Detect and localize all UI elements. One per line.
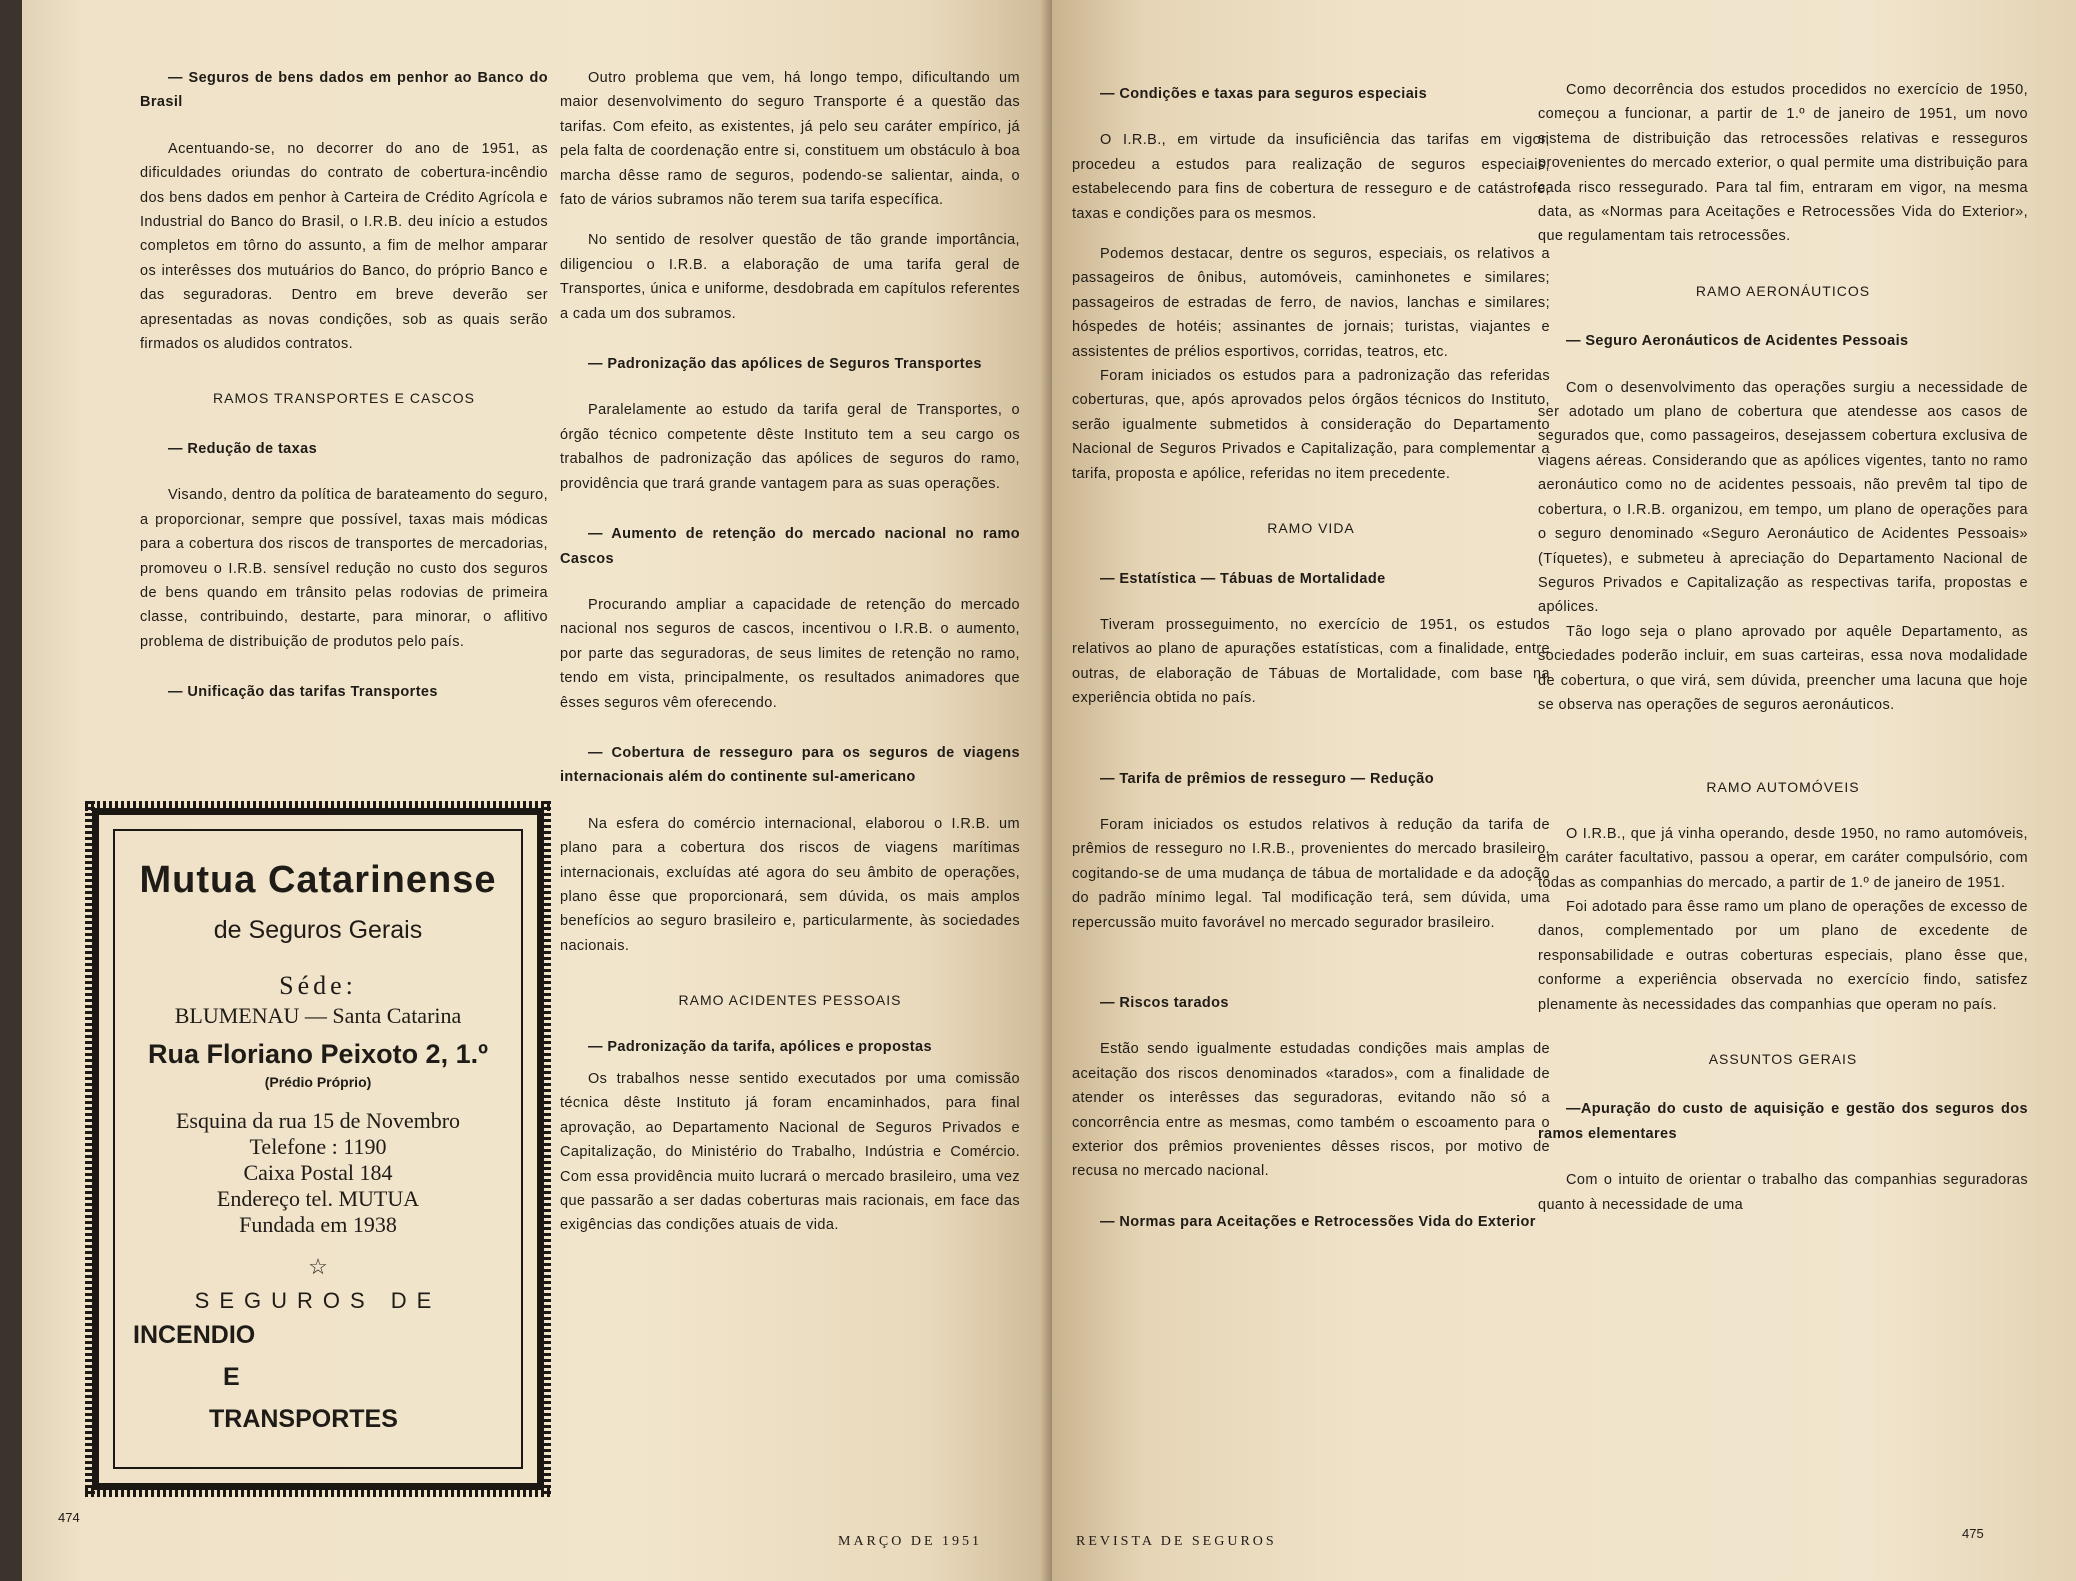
section-ramos-transportes: RAMOS TRANSPORTES E CASCOS xyxy=(213,390,475,407)
section-ramo-vida: RAMO VIDA xyxy=(1267,520,1355,537)
footer-date: MARÇO DE 1951 xyxy=(838,1534,983,1549)
footer-magazine-title: REVISTA DE SEGUROS xyxy=(1076,1534,1277,1549)
paragraph: Como decorrência dos estudos procedidos no exercício de 1950, começou a funcionar, a partir de 1.º de janeiro de 1951, um novo sistema de distribuição das retrocessões relativas e resseguros provenientes do mercado exterior, o qual permite uma distribuição para cada risco ressegurado. Para tal fim, entraram em vigor, na mesma data, as «Normas para Aceitações e Retrocessões Vida do Exterior», que regulamentam tais retrocessões. xyxy=(1538,82,2028,245)
ad-border-left xyxy=(85,801,95,1497)
ad-sede: Séde: xyxy=(279,971,357,1000)
ad-phone: Telefone : 1190 xyxy=(249,1134,387,1159)
heading-seguros-penhor: — Seguros de bens dados em penhor ao Banco do Brasil xyxy=(140,70,548,111)
left-page-column-2 xyxy=(560,66,1020,1238)
page-number-left: 474 xyxy=(58,1510,80,1525)
ad-street: Rua Floriano Peixoto 2, 1.º xyxy=(148,1039,488,1069)
star-icon: ☆ xyxy=(308,1254,328,1279)
paragraph: O I.R.B., que já vinha operando, desde 1950, no ramo automóveis, em caráter facultativo, passou a operar, em caráter compulsório, com tôdas as companhias do mercado, a partir de 1.º de janeiro de 1951. xyxy=(1538,825,2028,891)
ad-e: E xyxy=(223,1363,240,1391)
advertisement-box xyxy=(92,808,544,1490)
paragraph: Outro problema que vem, há longo tempo, dificultando um maior desenvolvimento do seguro Transporte é a questão das tarifas. Com efeito, as existentes, já pelo seu caráter empírico, já pela falta de coordenação entre si, constituem um obstáculo à boa marcha dêsse ramo de seguros, podendo-se salientar, ainda, o fato de vários subramos não terem sua tarifa específica. xyxy=(560,70,1020,209)
paragraph: No sentido de resolver questão de tão grande importância, diligenciou o I.R.B. a elaboração de uma tarifa geral de Transportes, única e uniforme, desdobrada em capítulos referentes a cada um dos subramos. xyxy=(560,232,1020,322)
paragraph: Procurando ampliar a capacidade de retenção do mercado nacional nos seguros de cascos, incentivou o I.R.B. o aumento, por parte das seguradoras, de seus limites de retenção no ramo, tendo em vista, principalmente, os resultados animadores que êsses seguros vêm oferecendo. xyxy=(560,596,1020,711)
ad-predio: (Prédio Próprio) xyxy=(264,1074,372,1090)
heading-seguro-aeronauticos: — Seguro Aeronáuticos de Acidentes Pessoais xyxy=(1566,333,1909,350)
heading-condicoes-taxas: — Condições e taxas para seguros especiais xyxy=(1100,86,1428,102)
right-page xyxy=(1052,0,2076,1581)
paragraph: Tão logo seja o plano aprovado por aquêle Departamento, as sociedades poderão incluir, em suas carteiras, essa nova modalidade de cobertura, o que virá, sem dúvida, preencher uma lacuna que hoje se observa nas operações de seguros aeronáuticos. xyxy=(1538,623,2028,713)
heading-estatistica: — Estatística — Tábuas de Mortalidade xyxy=(1100,570,1386,587)
heading-normas-aceitacoes: — Normas para Aceitações e Retrocessões Vida do Exterior xyxy=(1100,1213,1536,1230)
ad-company-subname: de Seguros Gerais xyxy=(213,916,423,944)
paragraph: Estão sendo igualmente estudadas condições mais amplas de aceitação dos riscos denominados «tarados», com a finalidade de atender os interêsses das seguradoras, evitando não só a concorrência entre as mesmas, como também o escoamento para o exterior dos prêmios provenientes dêsses riscos, por motivo de recusa no mercado nacional. xyxy=(1072,1041,1550,1180)
paragraph: Acentuando-se, no decorrer do ano de 1951, as dificuldades oriundas do contrato de cobertura-incêndio dos bens dados em penhor à Carteira de Crédito Agrícola e Industrial do Banco do Brasil, o I.R.B. deu início a estudos completos em tôrno do assunto, a fim de melhor amparar os interêsses dos mutuários do Banco, do próprio Banco e das seguradoras. Dentro em breve deverão ser apresentadas as novas condições, sob as quais serão firmados os aludidos contratos. xyxy=(140,140,548,353)
paragraph: Na esfera do comércio internacional, elaborou o I.R.B. um plano para a cobertura dos riscos de viagens marítimas internacionais, excluídas até agora do seu âmbito de operações, plano êsse que proporcionará, sem dúvida, os mais amplos benefícios ao seguro brasileiro e, particularmente, às sociedades nacionais. xyxy=(560,815,1020,954)
paragraph: Visando, dentro da política de barateamento do seguro, a proporcionar, sempre que possível, taxas mais módicas para a cobertura dos riscos de transportes de mercadorias, promoveu o I.R.B. sensível redução no custo dos seguros de bens quando em trânsito pelas rodovias de primeira classe, contribuindo, destarte, para minorar, o aflitivo problema de distribuição de produtos pelo país. xyxy=(140,487,548,650)
ad-border-right xyxy=(541,801,551,1497)
heading-apuracao-custo: —Apuração do custo de aquisição e gestão dos seguros dos ramos elementares xyxy=(1538,1101,2028,1142)
ad-founded: Fundada em 1938 xyxy=(239,1212,397,1237)
heading-padronizacao-apolices: — Padronização das apólices de Seguros Transportes xyxy=(588,356,982,373)
heading-riscos-tarados: — Riscos tarados xyxy=(1100,994,1229,1011)
ad-city: BLUMENAU — Santa Catarina xyxy=(174,1003,462,1028)
ad-transportes: TRANSPORTES xyxy=(209,1405,398,1433)
paragraph: Foram iniciados os estudos relativos à redução da tarifa de prêmios de resseguro no I.R.B., provenientes do mercado brasileiro, cogitando-se de uma mudança de tábua de mortalidade e da adoção do padrão mínimo legal. Tal modificação terá, sem dúvida, uma repercussão muito favorável no mercado segurador brasileiro. xyxy=(1072,816,1550,931)
heading-tarifa-premios: — Tarifa de prêmios de resseguro — Redução xyxy=(1100,770,1435,787)
section-assuntos-gerais: ASSUNTOS GERAIS xyxy=(1708,1051,1858,1067)
left-page xyxy=(22,0,1052,1581)
heading-padronizacao-tarifa: — Padronização da tarifa, apólices e propostas xyxy=(588,1038,932,1055)
heading-reducao-taxas: — Redução de taxas xyxy=(168,440,318,457)
paragraph: Com o desenvolvimento das operações surgiu a necessidade de ser adotado um plano de cobertura que atendesse aos casos de segurados que, como passageiros, desejassem cobertura exclusiva de viagens aéreas. Considerando que as apólices vigentes, tanto no ramo aeronáutico como no de acidentes pessoais, não prevêm tal tipo de cobertura, o I.R.B. organizou, em tempo, um plano de operações para o seguro denominado «Seguro Aeronáutico de Acidentes Pessoais» (Tíquetes), e submeteu à apreciação do Departamento Nacional de Seguros Privados e Capitalização as respectivas tarifa, propostas e apólices. xyxy=(1538,379,2028,616)
paragraph: Tiveram prosseguimento, no exercício de 1951, os estudos relativos ao plano de apurações estatísticas, com a finalidade, entre outras, de elaboração de Tábuas de Mortalidade, com base na experiência obtida no país. xyxy=(1072,616,1550,707)
section-ramo-aeronauticos: RAMO AERONÁUTICOS xyxy=(1695,282,1871,299)
paragraph: Com o intuito de orientar o trabalho das companhias seguradoras quanto à necessidade de uma xyxy=(1538,1172,2028,1213)
ad-seguros-de: SEGUROS DE xyxy=(194,1288,442,1313)
paragraph: Os trabalhos nesse sentido executados por uma comissão técnica dêste Instituto já foram encaminhados, para final aprovação, ao Departamento Nacional de Seguros Privados e Capitalização, do Ministério do Trabalho, Indústria e Comércio. Com essa providência muito lucrará o mercado brasileiro, uma vez que passarão a ser dadas coberturas mais racionais, em face das exigências das condições atuais de vida. xyxy=(560,1071,1020,1234)
ad-border-top xyxy=(85,801,551,811)
paragraph: O I.R.B., em virtude da insuficiência das tarifas em vigor, procedeu a estudos para realização de seguros especiais, estabelecendo para fins de cobertura de resseguro e de catástrofe, taxas e condições para os mesmos. xyxy=(1072,132,1550,222)
right-page-column-2 xyxy=(1538,78,2028,1217)
ad-postal: Caixa Postal 184 xyxy=(243,1160,393,1185)
right-page-column-1 xyxy=(1072,82,1550,1256)
page-number-right: 475 xyxy=(1962,1526,1984,1541)
section-ramo-automoveis: RAMO AUTOMÓVEIS xyxy=(1706,779,1860,796)
ad-company-name: Mutua Catarinense xyxy=(139,859,497,901)
ad-telegraph: Endereço tel. MUTUA xyxy=(216,1186,420,1211)
paragraph: Podemos destacar, dentre os seguros, especiais, os relativos a passageiros de ônibus, automóveis, caminhonetes e similares; passageiros de estradas de ferro, de navios, lanchas e similares; hóspedes de hotéis; assinantes de jornais; turistas, viajantes e assistentes de prélios esportivos, corridas, teatros, etc. xyxy=(1072,246,1550,360)
ad-content xyxy=(113,829,523,1469)
section-ramo-acidentes: RAMO ACIDENTES PESSOAIS xyxy=(678,992,902,1009)
paragraph: Foram iniciados os estudos para a padronização das referidas coberturas, que, após aprovados pelos órgãos técnicos do Instituto, serão igualmente submetidos à consideração do Departamento Nacional de Seguros Privados e Capitalização, para complementar a tarifa, proposta e apólice, referidas no item precedente. xyxy=(1072,368,1550,482)
ad-corner: Esquina da rua 15 de Novembro xyxy=(175,1108,461,1133)
heading-aumento-retencao: — Aumento de retenção do mercado nacional no ramo Cascos xyxy=(560,526,1020,567)
heading-cobertura-resseguro: — Cobertura de resseguro para os seguros de viagens internacionais além do continente sul-americano xyxy=(560,744,1020,786)
paragraph: Foi adotado para êsse ramo um plano de operações de excesso de danos, complementado por um plano de excedente de responsabilidade e outras coberturas especiais, plano êsse que, conforme a experiência observada no exercício findo, satisfez plenamente às necessidades das companhias que operam no país. xyxy=(1538,898,2028,1013)
ad-incendio: INCENDIO xyxy=(133,1321,256,1349)
paragraph: Paralelamente ao estudo da tarifa geral de Transportes, o órgão técnico competente dêste Instituto tem a seu cargo os trabalhos de padronização das apólices de seguros do ramo, providência que trará grande vantagem para as suas operações. xyxy=(560,402,1020,492)
left-page-column-1 xyxy=(140,66,548,727)
ad-border-bottom xyxy=(85,1487,551,1497)
heading-unificacao-tarifas: — Unificação das tarifas Transportes xyxy=(168,684,438,701)
